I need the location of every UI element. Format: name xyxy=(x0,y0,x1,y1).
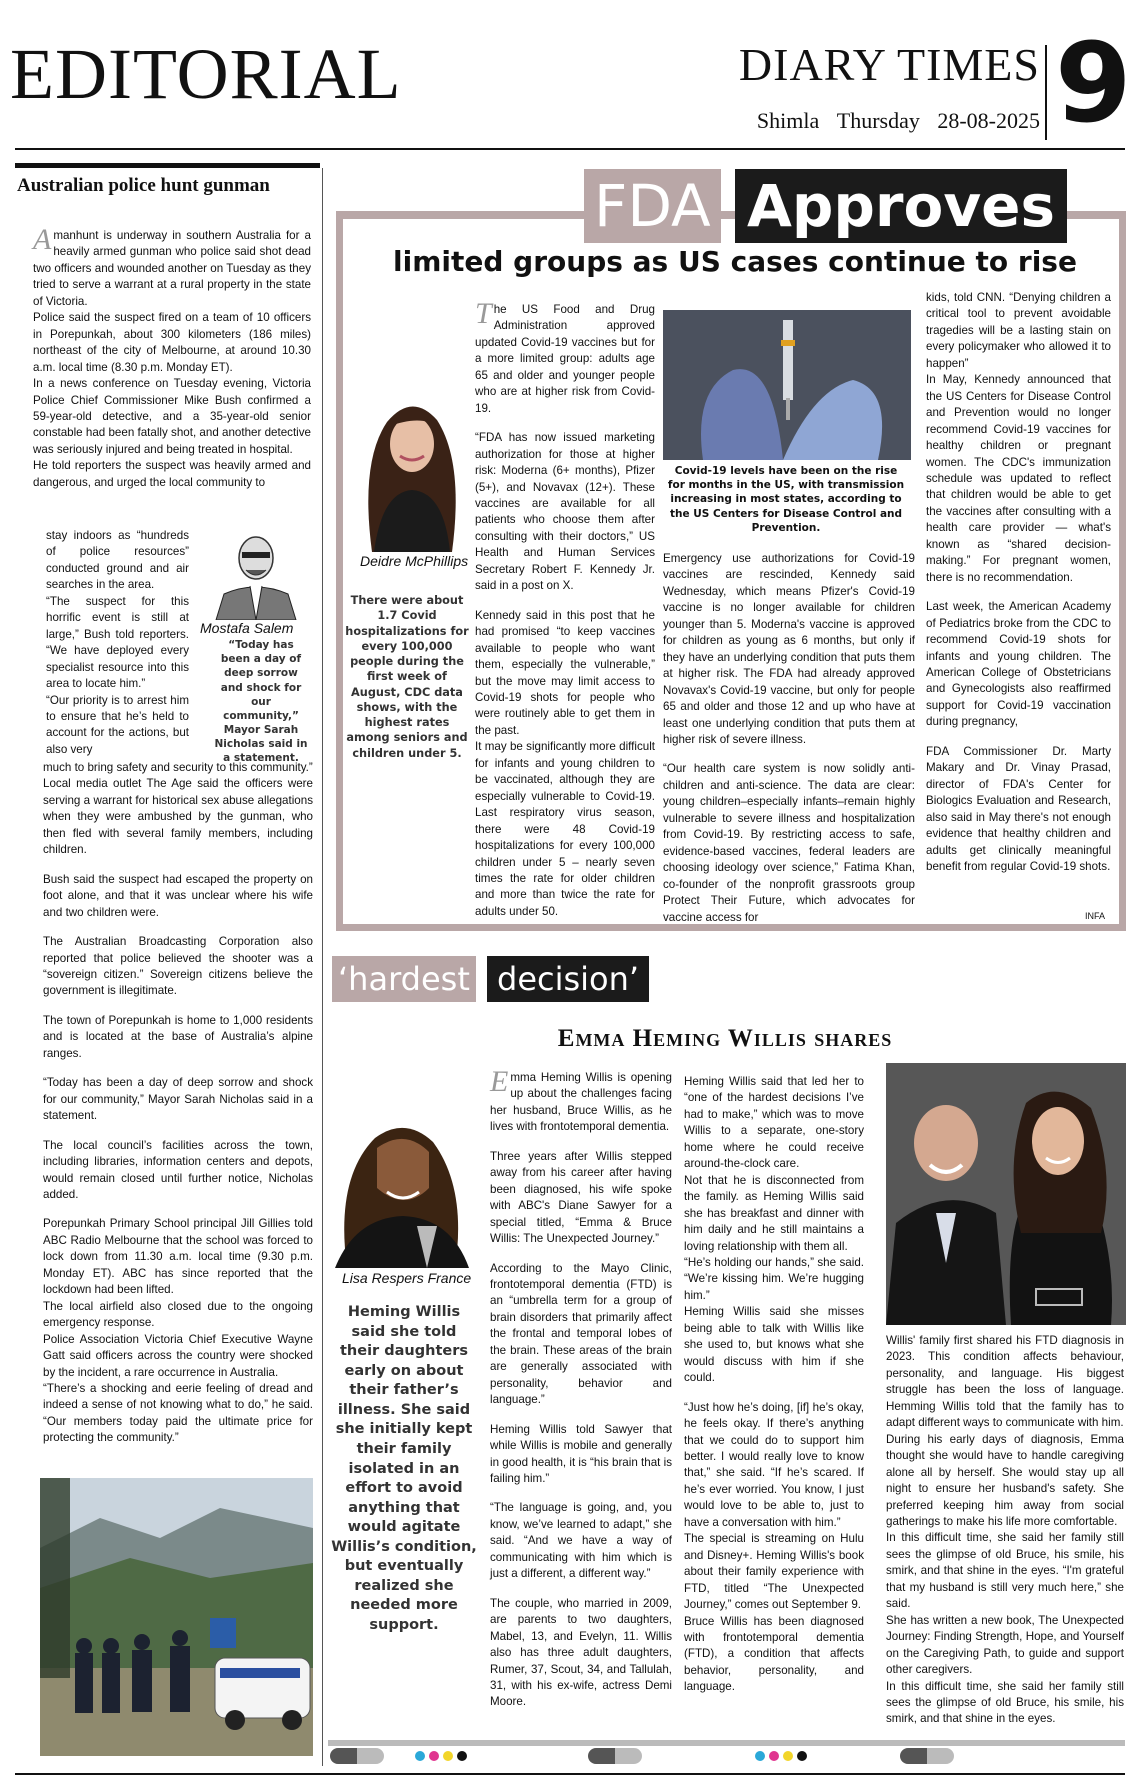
dateline-day: Thursday xyxy=(836,108,920,133)
gunman-p8: much to bring safety and security to this community.” xyxy=(43,761,313,774)
masthead-divider xyxy=(1045,45,1047,140)
cmyk-dot-magenta-2 xyxy=(769,1751,779,1761)
gunman-p13: “Today has been a day of deep sorrow and shock for our community,” Mayor Sarah Nicholas said in a statement. xyxy=(43,1076,313,1123)
emma-c1p5: “The language is going, and, you know, we’ve learned to adapt,” she said. “And we have a way of communicating with him which is just a different, a different way.” xyxy=(490,1501,672,1581)
emma-column-3 xyxy=(886,1333,1124,1728)
gunman-p1: manhunt is underway in southern Australia for a heavily armed gunman who police said shot dead two officers and wounded another on Tuesday as they tried to serve a warrant at a rural property in the state of Victoria. xyxy=(33,229,311,308)
gunman-p2: Police said the suspect fired on a team of 10 officers in Porepunkah, about 300 kilometers (186 miles) northeast of the city of Melbourne, at around 10.30 a.m. local time (8.30 p.m. Monday ET). xyxy=(33,311,311,374)
fda-c3p2: In May, Kennedy announced that the US Centers for Disease Control and Prevention would no longer recommend Covid-19 vaccines for healthy children or pregnant women. The CDC's immunization schedule was updated to reflect that children would be able to get the vaccines after consulting with a health care provider — what's known as “shared decision-making.” For pregnant women, there is no recommendation. xyxy=(926,373,1111,584)
fda-author-name: Deidre McPhillips xyxy=(360,553,469,569)
gunman-p14: The local council’s facilities across the town, including libraries, information centers and depots, would remain closed until further notice, Nicholas added. xyxy=(43,1138,313,1201)
gunman-p4: He told reporters the suspect was heavily armed and dangerous, and urged the local community to xyxy=(33,459,311,489)
fda-title-word2: Approves xyxy=(735,169,1067,243)
emma-c2p2: Not that he is disconnected from the family. as Heming Willis said she has breakfast and dinner with him daily and he still maintains a loving relationship with them all. xyxy=(684,1173,864,1253)
cmyk-dot-cyan-2 xyxy=(755,1751,765,1761)
bottom-rule xyxy=(15,1773,1125,1775)
page-number: 9 xyxy=(1055,19,1132,147)
dateline-date: 28-08-2025 xyxy=(937,108,1040,133)
emma-c3p3: In this difficult time, she said her family still sees the glimpse of old Bruce, his smile, his smirk, and that shine in the eyes. “I'm grateful that my husband is still very much here,” she said. xyxy=(886,1531,1124,1611)
emma-pullquote: Heming Willis said she told their daughters early on about their father’s illness. She said she initially kept their family isolated in an effort to avoid anything that would agitate Willis’s condition, but eventually realized she needed more support. xyxy=(331,1304,477,1633)
gunman-article-top xyxy=(33,223,311,491)
emma-column-2 xyxy=(684,1074,864,1696)
emma-tag-word1: ‘hardest xyxy=(332,956,476,1002)
cmyk-dot-yellow-2 xyxy=(783,1751,793,1761)
bruce-emma-photo xyxy=(886,1063,1126,1325)
fda-dropcap: T xyxy=(475,297,492,330)
emma-c1p3: According to the Mayo Clinic, frontotemporal dementia (FTD) is an “umbrella term for a group of brain disorders that primarily affect the frontal and temporal lobes of the brain. These areas of the brain are generally associated with personality, behavior and language.” xyxy=(490,1261,672,1407)
emma-c2p1: Heming Willis said that led her to “one of the hardest decisions I’ve had to make,” which was to move Willis to a separate, one-story home where he could receive around-the-clock care. xyxy=(684,1075,864,1171)
gunman-p6: “The suspect for this horrific event is still at large,” Bush told reporters. “We have deployed every specialist resource into this area to locate him.” xyxy=(46,594,189,691)
fda-c1p3: Kennedy said in this post that he had promised “to keep vaccines available to people who want them, especially the vulnerable,” but the move may limit access to Covid-19 shots for people who were routinely able to get them in the past. xyxy=(475,608,655,737)
bottom-grey-band xyxy=(328,1740,1125,1746)
police-scene-photo xyxy=(40,1478,313,1756)
emma-c2p6: The special is streaming on Hulu and Disney+. Heming Willis's book about their family experience with FTD, titled “The Unexpected Journey,” comes out September 9. xyxy=(684,1532,864,1612)
gunman-article-bottom xyxy=(43,760,313,1447)
gunman-p5: stay indoors as “hundreds of police resources” conducted ground and air searches in the area. xyxy=(46,529,189,592)
fda-c2p2: “Our health care system is now solidly anti-children and anti-science. The data are clear: young children–especially infants–remain highly vulnerable to severe illness and hospitalization from Covid-19. By restricting access to safe, evidence-based vaccines, federal leaders are choosing ideology over science,” Fatima Khan, co-founder of the nonprofit grassroots group Protect Their Future, which advocates for vaccine access for xyxy=(663,762,915,924)
cmyk-dot-cyan-1 xyxy=(415,1751,425,1761)
column-divider xyxy=(322,168,323,1766)
fda-title-word1: FDA xyxy=(584,169,721,243)
gunman-p15: Porepunkah Primary School principal Jill Gillies told ABC Radio Melbourne that the school was forced to lock down from 11.30 a.m. local time (9.30 p.m. Monday ET). ABC has since reported that the lockdown had been lifted. xyxy=(43,1217,313,1297)
gunman-dropcap: A xyxy=(33,223,52,256)
gunman-headline: Australian police hunt gunman xyxy=(17,175,270,196)
fda-c2p1: Emergency use authorizations for Covid-19 vaccines are rescinded, Kennedy said Wednesday, which means Pfizer's Covid-19 vaccine is no longer available for children younger than 5. Moderna's vaccine is approved for children as young as 6 months, but only if they have an underlying condition that puts them at higher risk. The FDA had already approved Novavax's Covid-19 vaccine, but only for people 65 and older and those 12 and up who have at least one underlying condition that puts them at higher risk of severe illness. xyxy=(663,552,915,746)
gunman-p18: “There’s a shocking and eerie feeling of dread and indeed a sense of not knowing what to do,” he said. “Our members today paid the ultimate price for protecting the community.” xyxy=(43,1381,313,1445)
emma-c2p5: “Just how he’s doing, [if] he’s okay, he feels okay. If there’s anything that we could do to support him better. I would really love to know that,” she said. “If he’s scared. If he’s ever worried. You know, I just would love to be able to, just to have a conversation with him.” xyxy=(684,1400,864,1529)
registration-bar-3 xyxy=(900,1748,954,1764)
emma-headline: Emma Heming Willis shares xyxy=(557,1025,893,1052)
cmyk-dot-black-1 xyxy=(457,1751,467,1761)
dateline xyxy=(730,108,1040,134)
emma-c3p2: During his early days of diagnosis, Emma thought she would have to handle caregiving alone all by herself. She would stay up all night to ensure her husband's safety. She preferred keeping him away from social gatherings to make his life more comfortable. xyxy=(886,1432,1124,1528)
gunman-p11: The Australian Broadcasting Corporation also reported that police believed the shooter was a “sovereign citizen.” Sovereign citizens believe the government is illegitimate. xyxy=(43,935,313,998)
fda-c3p1: kids, told CNN. “Denying children a critical tool to prevent avoidable tragedies will be a lasting stain on every policymaker who allowed it to happen” xyxy=(926,291,1111,370)
fda-credit: INFA xyxy=(1085,911,1106,921)
emma-tag-word2: decision’ xyxy=(487,956,649,1002)
fda-c1p1: he US Food and Drug Administration approved updated Covid-19 vaccines but for a more limited group: adults age 65 and older and younger people who are at higher risk from Covid-19. xyxy=(475,303,655,415)
emma-c3p5: In this difficult time, she said her family still sees the glimpse of old Bruce, his smile, his smirk, and that shine in the eyes. xyxy=(886,1679,1124,1726)
emma-c1p1: mma Heming Willis is opening up about the challenges facing her husband, Bruce Willis, as he lives with frontotemporal dementia. xyxy=(490,1071,672,1134)
emma-c1p4: Heming Willis told Sawyer that while Willis is mobile and generally in good health, it is “his brain that is failing him.” xyxy=(490,1422,672,1485)
gunman-article-narrow xyxy=(46,528,189,758)
cmyk-dot-magenta-1 xyxy=(429,1751,439,1761)
cmyk-dot-black-2 xyxy=(797,1751,807,1761)
gunman-p9: Local media outlet The Age said the officers were serving a warrant for historical sex abuse allegations when they were ambushed by the gunman, who then fled with several family members, including children. xyxy=(43,777,313,857)
gunman-p16: The local airfield also closed due to the ongoing emergency response. xyxy=(43,1299,313,1330)
vaccine-photo-caption: Covid-19 levels have been on the rise for months in the US, with transmission increasing in most states, according to the US Centers for Disease Control and Prevention. xyxy=(667,465,905,534)
emma-c3p4: She has written a new book, The Unexpected Journey: Finding Strength, Hope, and Yourself on the Caregiving Path, to guide and support other caregivers. xyxy=(886,1613,1124,1677)
fda-c3p4: FDA Commissioner Dr. Marty Makary and Dr. Vinay Prasad, director of FDA's Center for Biologics Evaluation and Research, also said in May there's not enough evidence that healthy children and adults get clinically meaningful benefit from regular Covid-19 shots. xyxy=(926,744,1111,873)
fda-c1p4: It may be significantly more difficult for infants and young children to be vaccinated, although they are especially vulnerable to Covid-19. Last respiratory virus season, there were 48 Covid-19 hospitalizations for every 100,000 children under 5 – nearly seven times the rate for older children and more than twice the rate for adults under 50. xyxy=(475,740,655,918)
emma-c3p1: Willis' family first shared his FTD diagnosis in 2023. This condition affects behaviour, personality, and language. His biggest struggle has been the loss of language. Hemming Willis told that the family has to adapt different ways to communicate with him. xyxy=(886,1334,1124,1430)
fda-c1p2: “FDA has now issued marketing authorization for those at higher risk: Moderna (6+ months), Pfizer (5+), and Novavax (12+). These vaccines are available for all patients who choose them after consulting with their doctors,” US Health and Human Services Secretary Robert F. Kennedy Jr. said in a post on X. xyxy=(475,431,655,593)
dateline-city: Shimla xyxy=(756,108,820,133)
gunman-p3: In a news conference on Tuesday evening, Victoria Police Chief Commissioner Mike Bush confirmed a 59-year-old detective, and a 35-year-old senior constable had been fatally shot, and another detective was seriously injured and being treated in hospital. xyxy=(33,377,311,456)
cmyk-dot-yellow-1 xyxy=(443,1751,453,1761)
paper-name: DIARY TIMES xyxy=(738,39,1040,90)
lisa-portrait xyxy=(325,1108,477,1268)
gunman-p10: Bush said the suspect had escaped the property on foot alone, and that it was unclear where his wife and two children were. xyxy=(43,872,313,919)
fda-c3p3: Last week, the American Academy of Pediatrics broke from the CDC to recommend Covid-19 shots for infants and young children. The American College of Obstetricians and Gynecologists also reaffirmed support for Covid-19 vaccination during pregnancy, xyxy=(926,600,1111,729)
emma-c1p6: The couple, who married in 2009, are parents to two daughters, Mabel, 13, and Evelyn, 11. Willis also has three adult daughters, Rumer, 37, Scout, 34, and Tallulah, 31, with his ex-wife, actress Demi Moore. xyxy=(490,1596,672,1709)
section-title: EDITORIAL xyxy=(10,34,402,114)
author-sketch-portrait xyxy=(206,524,306,620)
fda-column-3 xyxy=(926,290,1111,875)
fda-pullquote: There were about 1.7 Covid hospitalizations for every 100,000 people during the first week of August, CDC data shows, with the highest rates among seniors and children under 5. xyxy=(345,594,469,760)
registration-bar-1 xyxy=(330,1748,384,1764)
emma-c2p3: “He’s holding our hands,” she said. “We’re kissing him. We’re hugging him.” xyxy=(684,1255,864,1302)
fda-subheadline: limited groups as US cases continue to rise xyxy=(393,245,1077,278)
emma-column-1 xyxy=(490,1065,672,1711)
emma-c1p2: Three years after Willis stepped away from his career after having been diagnosed, his wife spoke with ABC's Diane Sawyer for a special titled, “Emma & Bruce Willis: The Unexpected Journey.” xyxy=(490,1149,672,1246)
fda-column-2 xyxy=(663,551,915,926)
emma-author-name: Lisa Respers France xyxy=(342,1270,472,1286)
gunman-p12: The town of Porepunkah is home to 1,000 residents and is located at the base of Australia’s alpine ranges. xyxy=(43,1013,313,1060)
vaccine-photo xyxy=(663,310,911,460)
gunman-p17: Police Association Victoria Chief Executive Wayne Gatt said officers across the country were shocked by the incident, a rare occurrence in Australia. xyxy=(43,1332,313,1379)
top-rule xyxy=(15,148,1125,150)
gunman-pullquote: “Today has been a day of deep sorrow and shock for our community,” Mayor Sarah Nicholas said in a statement. xyxy=(214,639,308,765)
registration-bar-2 xyxy=(588,1748,642,1764)
gunman-p7: “Our priority is to arrest him to ensure that he’s held to account for the actions, but also very xyxy=(46,693,189,756)
fda-column-1 xyxy=(475,297,655,920)
emma-c2p4: Heming Willis said she misses being able to talk with Willis like she used to, but knows what she would discuss with him if she could. xyxy=(684,1305,864,1385)
gunman-author-name: Mostafa Salem xyxy=(200,620,294,636)
deidre-portrait xyxy=(352,372,472,552)
emma-dropcap: E xyxy=(490,1065,509,1098)
left-heading-rule xyxy=(15,163,320,168)
emma-c2p7: Bruce Willis has been diagnosed with frontotemporal dementia (FTD), a condition that affects behavior, personality, and language. xyxy=(684,1614,864,1694)
